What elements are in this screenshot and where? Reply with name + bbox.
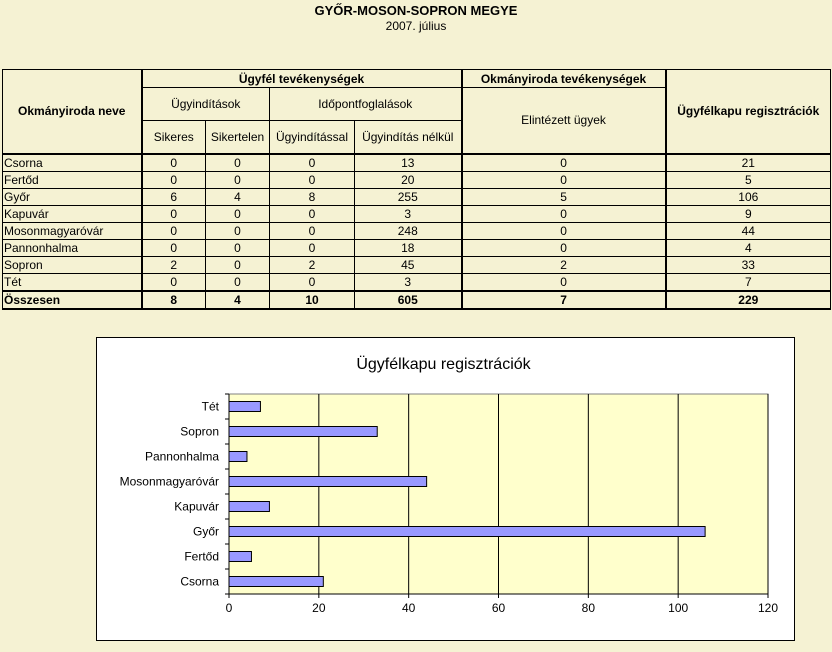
- cell-success: 0: [142, 273, 206, 291]
- row-name: Tét: [3, 273, 142, 291]
- x-tick-label: 20: [312, 601, 326, 615]
- y-tick-label: Mosonmagyaróvár: [119, 474, 219, 489]
- col-header-success: Sikeres: [142, 121, 206, 154]
- cell-with-initiation: 0: [270, 205, 355, 222]
- bar: [229, 527, 705, 537]
- total-gateway: 229: [666, 291, 831, 309]
- chart-title: Ügyfélkapu regisztrációk: [356, 356, 531, 373]
- row-name: Pannonhalma: [3, 239, 142, 256]
- total-row: [3, 291, 831, 309]
- cell-fail: 0: [206, 256, 270, 273]
- cell-completed: 5: [462, 188, 666, 205]
- cell-success: 2: [142, 256, 206, 273]
- y-tick-label: Kapuvár: [174, 499, 219, 514]
- y-tick-label: Csorna: [180, 574, 219, 589]
- cell-completed: 0: [462, 239, 666, 256]
- total-label: Összesen: [3, 291, 142, 309]
- y-tick-label: Sopron: [180, 424, 219, 439]
- col-header-completed-cases: Elintézett ügyek: [462, 88, 666, 154]
- cell-fail: 0: [206, 171, 270, 188]
- y-tick-label: Pannonhalma: [144, 449, 219, 464]
- cell-without-initiation: 45: [355, 256, 462, 273]
- cell-success: 0: [142, 222, 206, 239]
- cell-gateway: 106: [666, 188, 831, 205]
- bar-chart: [97, 338, 794, 640]
- cell-success: 6: [142, 188, 206, 205]
- x-tick-label: 100: [668, 601, 689, 615]
- cell-gateway: 5: [666, 171, 831, 188]
- group-header-client-activities: Ügyfél tevékenységek: [142, 70, 462, 88]
- cell-completed: 2: [462, 256, 666, 273]
- col-header-with-initiation: Ügyindítással: [270, 121, 355, 154]
- x-tick-label: 120: [757, 601, 779, 615]
- cell-without-initiation: 20: [355, 171, 462, 188]
- row-name: Győr: [3, 188, 142, 205]
- cell-with-initiation: 0: [270, 171, 355, 188]
- cell-with-initiation: 0: [270, 222, 355, 239]
- chart-area: [96, 337, 795, 641]
- cell-fail: 0: [206, 205, 270, 222]
- row-name: Fertőd: [3, 171, 142, 188]
- cell-gateway: 33: [666, 256, 831, 273]
- cell-completed: 0: [462, 171, 666, 188]
- bar: [229, 552, 251, 562]
- y-tick-label: Tét: [201, 399, 219, 414]
- row-name: Mosonmagyaróvár: [3, 222, 142, 239]
- table-row: [3, 171, 831, 188]
- cell-with-initiation: 8: [270, 188, 355, 205]
- col-header-gateway-registrations: Ügyfélkapu regisztrációk: [666, 70, 831, 154]
- cell-without-initiation: 248: [355, 222, 462, 239]
- table-row: [3, 256, 831, 273]
- total-with-initiation: 10: [270, 291, 355, 309]
- cell-with-initiation: 0: [270, 273, 355, 291]
- bar: [229, 477, 427, 487]
- cell-without-initiation: 18: [355, 239, 462, 256]
- bar: [229, 502, 269, 512]
- cell-without-initiation: 13: [355, 154, 462, 172]
- bar: [229, 402, 260, 412]
- page-subtitle: 2007. július: [385, 19, 447, 33]
- cell-fail: 0: [206, 222, 270, 239]
- col-header-without-initiation: Ügyindítás nélkül: [355, 121, 462, 154]
- cell-without-initiation: 3: [355, 205, 462, 222]
- total-completed: 7: [462, 291, 666, 309]
- total-without-initiation: 605: [355, 291, 462, 309]
- cell-completed: 0: [462, 205, 666, 222]
- cell-with-initiation: 0: [270, 239, 355, 256]
- cell-success: 0: [142, 205, 206, 222]
- group-header-appointments: Időpontfoglalások: [270, 88, 462, 121]
- cell-success: 0: [142, 154, 206, 172]
- x-tick-label: 0: [225, 601, 233, 615]
- cell-gateway: 7: [666, 273, 831, 291]
- cell-success: 0: [142, 171, 206, 188]
- x-tick-label: 80: [581, 601, 596, 615]
- cell-gateway: 21: [666, 154, 831, 172]
- row-name: Csorna: [3, 154, 142, 172]
- table-row: [3, 222, 831, 239]
- cell-without-initiation: 3: [355, 273, 462, 291]
- col-header-fail: Sikertelen: [206, 121, 270, 154]
- table-row: [3, 205, 831, 222]
- bar: [229, 427, 377, 437]
- cell-gateway: 4: [666, 239, 831, 256]
- x-tick-label: 60: [491, 601, 506, 615]
- row-name: Kapuvár: [3, 205, 142, 222]
- table-row: [3, 239, 831, 256]
- total-success: 8: [142, 291, 206, 309]
- table-row: [3, 154, 831, 172]
- x-tick-label: 40: [401, 601, 416, 615]
- group-header-initiations: Ügyindítások: [142, 88, 270, 121]
- data-table: [2, 69, 831, 310]
- cell-completed: 0: [462, 222, 666, 239]
- table-row: [3, 273, 831, 291]
- cell-fail: 0: [206, 273, 270, 291]
- cell-gateway: 9: [666, 205, 831, 222]
- bar: [229, 452, 247, 462]
- cell-completed: 0: [462, 273, 666, 291]
- cell-fail: 0: [206, 239, 270, 256]
- cell-completed: 0: [462, 154, 666, 172]
- table-row: [3, 188, 831, 205]
- bar: [229, 577, 323, 587]
- cell-with-initiation: 0: [270, 154, 355, 172]
- group-header-office-activities: Okmányiroda tevékenységek: [462, 70, 666, 88]
- cell-fail: 0: [206, 154, 270, 172]
- row-name: Sopron: [3, 256, 142, 273]
- y-tick-label: Fertőd: [184, 549, 219, 564]
- cell-gateway: 44: [666, 222, 831, 239]
- cell-with-initiation: 2: [270, 256, 355, 273]
- y-tick-label: Győr: [192, 524, 219, 539]
- cell-without-initiation: 255: [355, 188, 462, 205]
- cell-fail: 4: [206, 188, 270, 205]
- total-fail: 4: [206, 291, 270, 309]
- cell-success: 0: [142, 239, 206, 256]
- col-header-office-name: Okmányiroda neve: [3, 70, 142, 154]
- page-title: GYŐR-MOSON-SOPRON MEGYE: [314, 3, 518, 18]
